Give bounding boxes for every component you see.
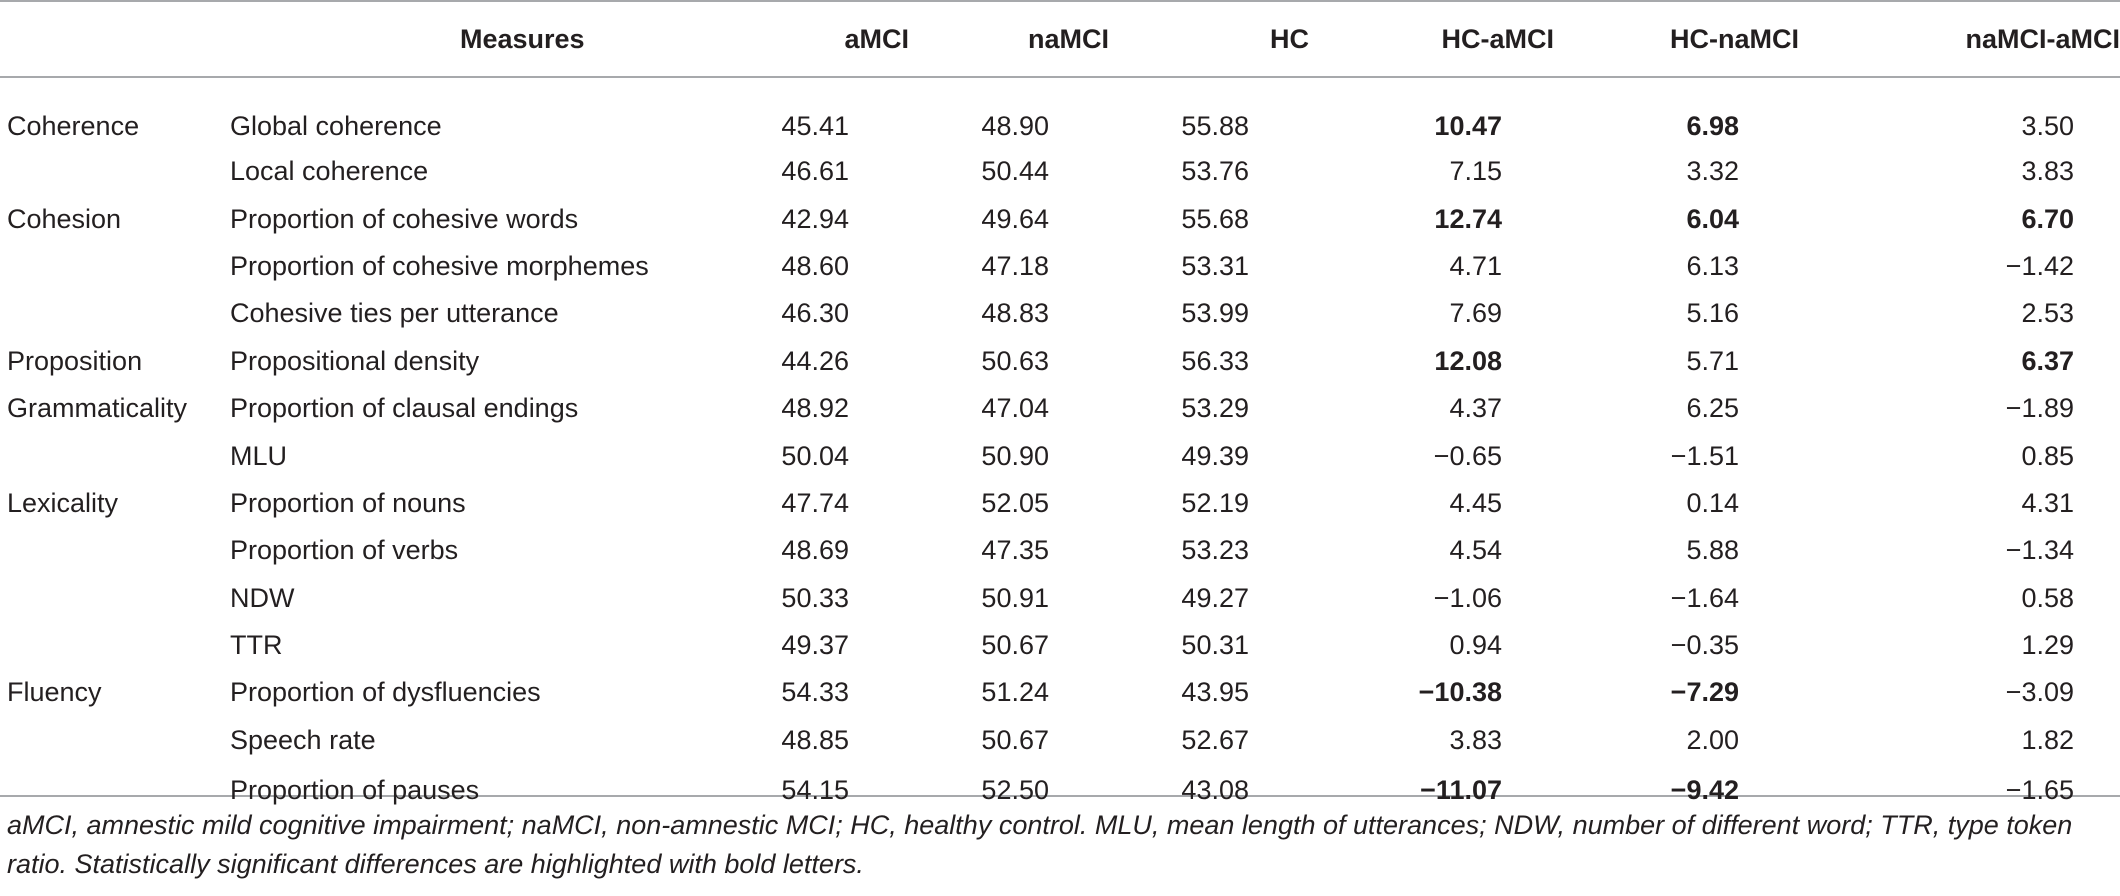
cell-hc-amci: 12.74 (1434, 203, 1502, 234)
cell-hc: 53.29 (1181, 393, 1249, 424)
row-measure: Propositional density (230, 345, 480, 376)
cell-namci-amci: −1.65 (2005, 774, 2074, 805)
header-namci-amci: naMCI-aMCI (1965, 23, 2120, 54)
row-measure: NDW (230, 582, 295, 613)
cell-namci: 50.90 (981, 440, 1049, 471)
cell-hc-amci: −10.38 (1418, 677, 1502, 708)
table-row (0, 195, 2120, 242)
row-category (0, 575, 230, 622)
cell-hc-namci: −7.29 (1670, 677, 1739, 708)
row-measure: Proportion of dysfluencies (230, 677, 541, 708)
cell-namci: 52.05 (981, 487, 1049, 518)
cell-hc-amci: 3.83 (1449, 724, 1502, 755)
cell-amci: 50.33 (781, 582, 849, 613)
cell-hc-namci: 2.00 (1686, 724, 1739, 755)
cell-hc-namci: −9.42 (1670, 774, 1739, 805)
row-category: Proposition (7, 345, 143, 376)
row-measure: MLU (230, 440, 288, 471)
cell-amci: 48.69 (781, 535, 849, 566)
cell-hc-amci: −11.07 (1420, 774, 1502, 805)
cell-hc-namci: 0.14 (1686, 487, 1739, 518)
cell-hc-amci: 10.47 (1434, 111, 1502, 141)
cell-hc-amci: 4.71 (1449, 250, 1502, 281)
row-measure: TTR (230, 630, 283, 661)
cell-namci-amci: 1.29 (2021, 630, 2074, 661)
row-category (0, 432, 230, 479)
cell-hc: 49.39 (1181, 440, 1249, 471)
cell-hc: 53.99 (1181, 298, 1249, 329)
cell-hc-namci: 6.04 (1686, 203, 1739, 234)
cell-namci-amci: −1.89 (2005, 393, 2074, 424)
cell-hc: 53.31 (1181, 250, 1249, 281)
row-measure: Cohesive ties per utterance (230, 298, 559, 329)
results-table (0, 2, 2120, 816)
table-row (0, 575, 2120, 622)
cell-namci: 47.04 (981, 393, 1049, 424)
cell-namci: 50.67 (981, 630, 1049, 661)
cell-namci-amci: −1.34 (2005, 535, 2074, 566)
cell-namci: 47.35 (981, 535, 1049, 566)
cell-amci: 54.15 (781, 774, 849, 805)
cell-amci: 46.30 (781, 298, 849, 329)
cell-namci-amci: 2.53 (2021, 298, 2074, 329)
cell-hc-namci: 5.88 (1686, 535, 1739, 566)
header-hc: HC (1270, 23, 1309, 54)
cell-hc-amci: 0.94 (1449, 630, 1502, 661)
row-category: Coherence (7, 111, 140, 141)
table-row (0, 385, 2120, 432)
header-measures: Measures (460, 23, 585, 54)
cell-hc: 50.31 (1181, 630, 1249, 661)
cell-hc-amci: 4.54 (1449, 535, 1502, 566)
row-measure: Speech rate (230, 724, 376, 755)
header-hc-namci: HC-naMCI (1670, 23, 1799, 54)
table-body (0, 76, 2120, 816)
cell-hc: 55.68 (1181, 203, 1249, 234)
cell-namci-amci: −3.09 (2005, 677, 2074, 708)
table-header (0, 2, 2120, 76)
table-row (0, 527, 2120, 574)
cell-namci-amci: 4.31 (2021, 487, 2074, 518)
cell-hc-amci: 4.45 (1449, 487, 1502, 518)
cell-hc: 49.27 (1181, 582, 1249, 613)
cell-namci: 48.90 (981, 111, 1049, 141)
row-category (0, 148, 230, 195)
cell-hc-namci: 6.25 (1686, 393, 1739, 424)
cell-hc: 53.23 (1181, 535, 1249, 566)
cell-hc-namci: −0.35 (1670, 630, 1739, 661)
cell-hc: 53.76 (1181, 156, 1249, 187)
cell-namci-amci: 3.83 (2021, 156, 2074, 187)
table-row (0, 243, 2120, 290)
cell-hc: 43.08 (1181, 774, 1249, 805)
cell-namci: 51.24 (981, 677, 1049, 708)
header-namci: naMCI (1028, 23, 1109, 54)
table-row (0, 76, 2120, 148)
row-category (0, 717, 230, 764)
table-footnote: aMCI, amnestic mild cognitive impairment; naMCI, non-amnestic MCI; HC, healthy control. MLU, mean length of utterances; NDW, number of different word; TTR, type token ratio. Statistically significant differences are highlighted with bold letters. (7, 810, 2073, 879)
header-amci: aMCI (844, 23, 909, 54)
cell-namci: 47.18 (981, 250, 1049, 281)
cell-namci-amci: 1.82 (2021, 724, 2074, 755)
cell-namci: 50.44 (981, 156, 1049, 187)
cell-hc-namci: 5.16 (1686, 298, 1739, 329)
row-category (0, 622, 230, 669)
cell-amci: 48.92 (781, 393, 849, 424)
header-row (0, 2, 2120, 76)
row-measure: Proportion of verbs (230, 535, 459, 566)
cell-namci-amci: 0.58 (2021, 582, 2074, 613)
cell-amci: 54.33 (781, 677, 849, 708)
table-row (0, 338, 2120, 385)
cell-hc-amci: −1.06 (1433, 582, 1502, 613)
cell-namci: 52.50 (981, 774, 1049, 805)
table-row (0, 480, 2120, 527)
cell-hc: 55.88 (1181, 111, 1249, 141)
cell-namci-amci: 3.50 (2021, 111, 2074, 141)
row-measure: Proportion of pauses (230, 774, 480, 805)
table-row (0, 622, 2120, 669)
row-category: Fluency (7, 677, 102, 708)
cell-namci: 50.63 (981, 345, 1049, 376)
row-measure: Proportion of clausal endings (230, 393, 579, 424)
header-hc-amci: HC-aMCI (1441, 23, 1554, 54)
cell-amci: 48.60 (781, 250, 849, 281)
table-row (0, 290, 2120, 337)
cell-namci-amci: 0.85 (2021, 440, 2074, 471)
cell-hc-namci: −1.51 (1670, 440, 1739, 471)
cell-namci: 48.83 (981, 298, 1049, 329)
cell-hc-amci: 4.37 (1449, 393, 1502, 424)
cell-amci: 42.94 (781, 203, 849, 234)
header-category (0, 2, 230, 76)
cell-namci-amci: 6.70 (2021, 203, 2074, 234)
row-measure: Global coherence (230, 111, 442, 141)
table-row (0, 717, 2120, 764)
cell-hc-namci: 5.71 (1686, 345, 1739, 376)
table-row (0, 669, 2120, 716)
cell-hc-namci: 6.98 (1686, 111, 1739, 141)
cell-hc: 52.19 (1181, 487, 1249, 518)
cell-namci: 50.67 (981, 724, 1049, 755)
cell-amci: 44.26 (781, 345, 849, 376)
row-measure: Proportion of cohesive words (230, 203, 579, 234)
cell-hc: 43.95 (1181, 677, 1249, 708)
table-row (0, 148, 2120, 195)
cell-hc-amci: 7.69 (1449, 298, 1502, 329)
row-measure: Proportion of cohesive morphemes (230, 250, 649, 281)
row-measure: Local coherence (230, 156, 429, 187)
cell-amci: 49.37 (781, 630, 849, 661)
row-category: Grammaticality (7, 393, 188, 424)
cell-hc-namci: 3.32 (1686, 156, 1739, 187)
row-category (0, 290, 230, 337)
cell-amci: 45.41 (781, 111, 849, 141)
cell-hc-amci: 12.08 (1434, 345, 1502, 376)
table-row (0, 432, 2120, 479)
cell-hc-amci: 7.15 (1449, 156, 1502, 187)
cell-namci-amci: 6.37 (2021, 345, 2074, 376)
row-measure: Proportion of nouns (230, 487, 466, 518)
cell-amci: 48.85 (781, 724, 849, 755)
row-category (0, 527, 230, 574)
cell-hc-namci: −1.64 (1670, 582, 1739, 613)
cell-namci: 50.91 (981, 582, 1049, 613)
cell-amci: 50.04 (781, 440, 849, 471)
cell-namci: 49.64 (981, 203, 1049, 234)
cell-namci-amci: −1.42 (2005, 250, 2074, 281)
cell-hc: 56.33 (1181, 345, 1249, 376)
row-category: Lexicality (7, 487, 119, 518)
cell-hc-amci: −0.65 (1433, 440, 1502, 471)
row-category: Cohesion (7, 203, 122, 234)
cell-amci: 47.74 (781, 487, 849, 518)
cell-amci: 46.61 (781, 156, 849, 187)
cell-hc: 52.67 (1181, 724, 1249, 755)
cell-hc-namci: 6.13 (1686, 250, 1739, 281)
row-category (0, 243, 230, 290)
